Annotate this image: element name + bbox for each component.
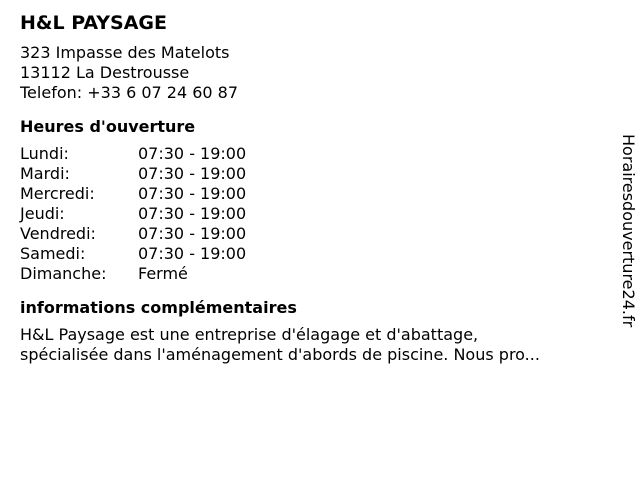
day-label: Mardi: <box>20 164 70 183</box>
hours-row-thursday <box>20 204 590 224</box>
hours-row-sunday <box>20 264 590 284</box>
business-name: H&L PAYSAGE <box>20 12 167 34</box>
phone-number: Telefon: +33 6 07 24 60 87 <box>20 83 239 102</box>
day-hours: Fermé <box>138 264 188 283</box>
day-label: Samedi: <box>20 244 86 263</box>
day-hours: 07:30 - 19:00 <box>138 204 247 223</box>
description-line: spécialisée dans l'aménagement d'abords de piscine. Nous pro... <box>20 345 540 364</box>
street-address: 323 Impasse des Matelots <box>20 43 230 62</box>
day-hours: 07:30 - 19:00 <box>138 244 247 263</box>
site-brand-vertical: Horairesdouverture24.fr <box>619 134 638 328</box>
business-description <box>20 325 590 365</box>
day-label: Lundi: <box>20 144 69 163</box>
day-hours: 07:30 - 19:00 <box>138 164 247 183</box>
additional-info-heading: informations complémentaires <box>20 298 297 317</box>
hours-row-saturday <box>20 244 590 264</box>
hours-row-wednesday <box>20 184 590 204</box>
day-label: Jeudi: <box>20 204 65 223</box>
day-label: Mercredi: <box>20 184 95 203</box>
business-card <box>20 10 590 365</box>
day-hours: 07:30 - 19:00 <box>138 224 247 243</box>
day-hours: 07:30 - 19:00 <box>138 184 247 203</box>
opening-hours-heading: Heures d'ouverture <box>20 117 196 136</box>
hours-row-friday <box>20 224 590 244</box>
day-hours: 07:30 - 19:00 <box>138 144 247 163</box>
description-line: H&L Paysage est une entreprise d'élagage et d'abattage, <box>20 325 479 344</box>
day-label: Dimanche: <box>20 264 107 283</box>
opening-hours-list <box>20 144 590 284</box>
hours-row-tuesday <box>20 164 590 184</box>
day-label: Vendredi: <box>20 224 96 243</box>
city-address: 13112 La Destrousse <box>20 63 190 82</box>
hours-row-monday <box>20 144 590 164</box>
